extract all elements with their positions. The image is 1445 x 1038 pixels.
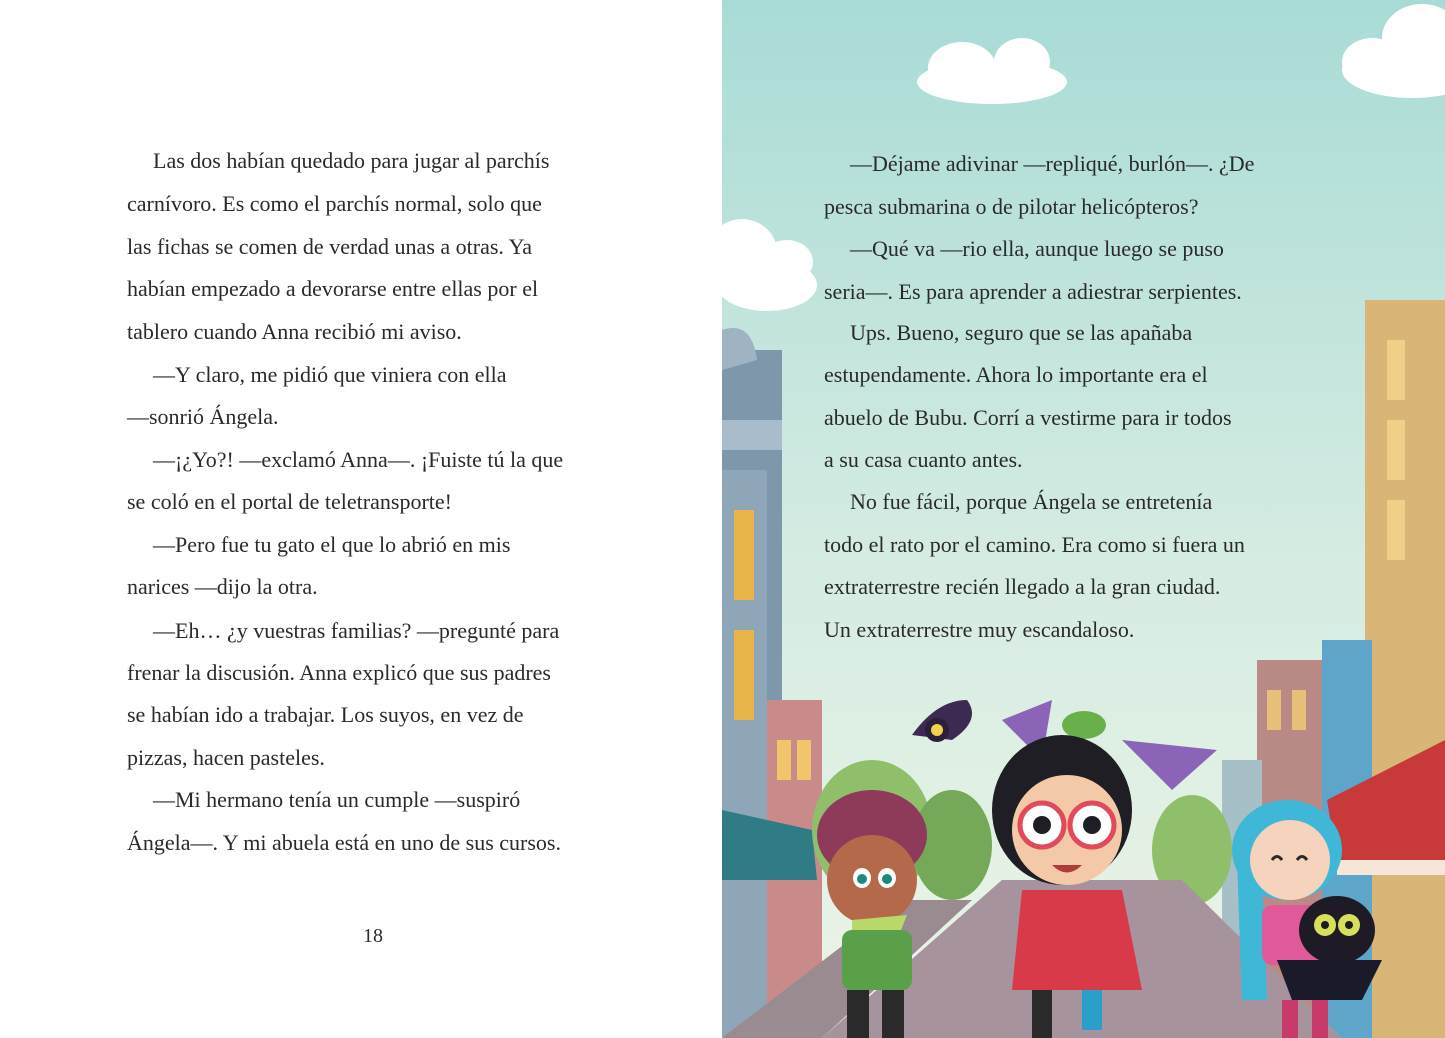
text-line: —Pero fue tu gato el que lo abrió en mis <box>153 532 511 557</box>
text-line: a su casa cuanto antes. <box>824 447 1023 472</box>
text-line: No fue fácil, porque Ángela se entretenía <box>850 489 1213 514</box>
text-line: —Eh… ¿y vuestras familias? —pregunté para <box>153 618 560 643</box>
text-line: todo el rato por el camino. Era como si fuera un <box>824 532 1245 557</box>
text-line: Ángela—. Y mi abuela está en uno de sus cursos. <box>127 830 561 855</box>
text-line: —Déjame adivinar —repliqué, burlón—. ¿De <box>850 151 1255 176</box>
text-line: Ups. Bueno, seguro que se las apañaba <box>850 320 1193 345</box>
right-page-illustration <box>722 0 1445 1038</box>
text-line: habían empezado a devorarse entre ellas por el <box>127 276 539 301</box>
text-line: tablero cuando Anna recibió mi aviso. <box>127 319 462 344</box>
text-line: pizzas, hacen pasteles. <box>127 745 325 770</box>
text-line: se coló en el portal de teletransporte! <box>127 489 452 514</box>
text-line: estupendamente. Ahora lo importante era el <box>824 362 1208 387</box>
text-line: —¡¿Yo?! —exclamó Anna—. ¡Fuiste tú la que <box>153 447 564 472</box>
text-line: —Mi hermano tenía un cumple —suspiró <box>153 787 521 812</box>
text-line: narices —dijo la otra. <box>127 574 318 599</box>
page-number: 18 <box>363 925 383 947</box>
left-page <box>0 0 722 1038</box>
text-line: carnívoro. Es como el parchís normal, solo que <box>127 191 542 216</box>
text-line: pesca submarina o de pilotar helicópteros? <box>824 194 1199 219</box>
text-line: las fichas se comen de verdad unas a otras. Ya <box>127 234 533 259</box>
text-line: —Y claro, me pidió que viniera con ella <box>153 362 507 387</box>
text-line: —sonrió Ángela. <box>127 404 279 429</box>
text-line: extraterrestre recién llegado a la gran ciudad. <box>824 574 1221 599</box>
text-line: —Qué va —rio ella, aunque luego se puso <box>850 236 1224 261</box>
text-line: seria—. Es para aprender a adiestrar serpientes. <box>824 279 1242 304</box>
text-line: se habían ido a trabajar. Los suyos, en vez de <box>127 702 524 727</box>
text-line: Las dos habían quedado para jugar al parchís <box>153 148 550 173</box>
text-line: abuelo de Bubu. Corrí a vestirme para ir todos <box>824 405 1232 430</box>
text-line: Un extraterrestre muy escandaloso. <box>824 617 1135 642</box>
text-line: frenar la discusión. Anna explicó que sus padres <box>127 660 551 685</box>
